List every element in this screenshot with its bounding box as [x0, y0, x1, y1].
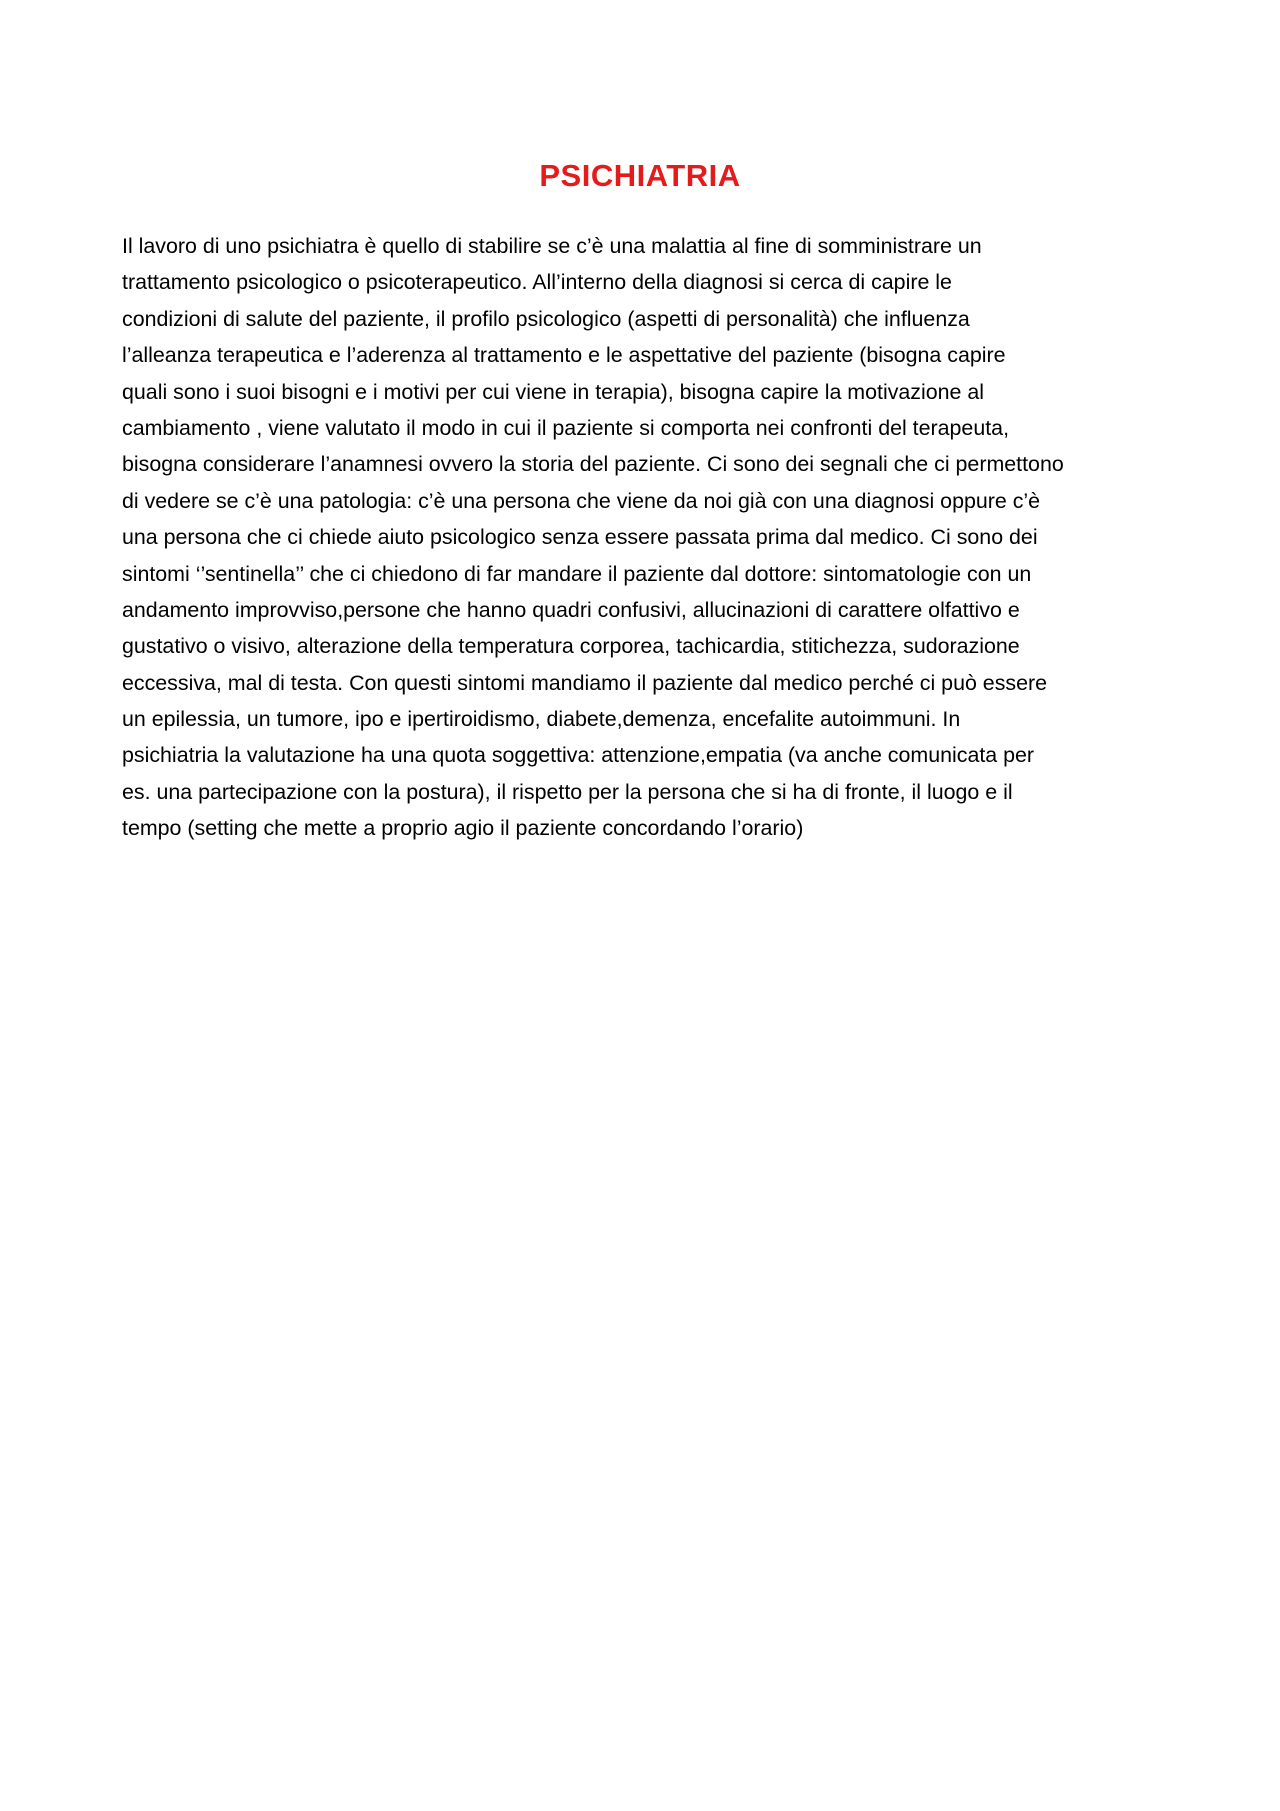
text-line: gustativo o visivo, alterazione della temperatura corporea, tachicardia, stitichezza, sudorazione — [122, 634, 1020, 659]
text-line: cambiamento , viene valutato il modo in cui il paziente si comporta nei confronti del terapeuta, — [122, 415, 1010, 440]
text-line: di vedere se c’è una patologia: c’è una persona che viene da noi già con una diagnosi oppure c’è — [122, 488, 1041, 513]
text-line: quali sono i suoi bisogni e i motivi per cui viene in terapia), bisogna capire la motivazione al — [122, 379, 985, 404]
text-line: bisogna considerare l’anamnesi ovvero la storia del paziente. Ci sono dei segnali che ci permettono — [122, 452, 1064, 477]
text-line: tempo (setting che mette a proprio agio il paziente concordando l’orario) — [122, 816, 804, 841]
text-line: un epilessia, un tumore, ipo e ipertiroidismo, diabete,demenza, encefalite autoimmuni. In — [122, 707, 961, 732]
text-line: andamento improvviso,persone che hanno quadri confusivi, allucinazioni di carattere olfattivo e — [122, 597, 1020, 622]
text-line: condizioni di salute del paziente, il profilo psicologico (aspetti di personalità) che influenza — [122, 306, 970, 331]
text-line: psichiatria la valutazione ha una quota soggettiva: attenzione,empatia (va anche comunicata per — [122, 743, 1035, 768]
body-text — [122, 228, 1182, 847]
text-line: eccessiva, mal di testa. Con questi sintomi mandiamo il paziente dal medico perché ci può essere — [122, 670, 1048, 695]
page-title: PSICHIATRIA — [539, 158, 741, 193]
text-line: sintomi ‘’sentinella’’ che ci chiedono di far mandare il paziente dal dottore: sintomatologie con un — [122, 561, 1032, 586]
text-line: es. una partecipazione con la postura), il rispetto per la persona che si ha di fronte, il luogo e il — [122, 779, 1013, 804]
text-line: una persona che ci chiede aiuto psicologico senza essere passata prima dal medico. Ci sono dei — [122, 525, 1038, 550]
text-line: Il lavoro di uno psichiatra è quello di stabilire se c’è una malattia al fine di somministrare un — [122, 234, 982, 258]
text-line: trattamento psicologico o psicoterapeutico. All’interno della diagnosi si cerca di capire le — [122, 270, 952, 295]
text-line: l’alleanza terapeutica e l’aderenza al trattamento e le aspettative del paziente (bisogna capire — [122, 343, 1006, 368]
